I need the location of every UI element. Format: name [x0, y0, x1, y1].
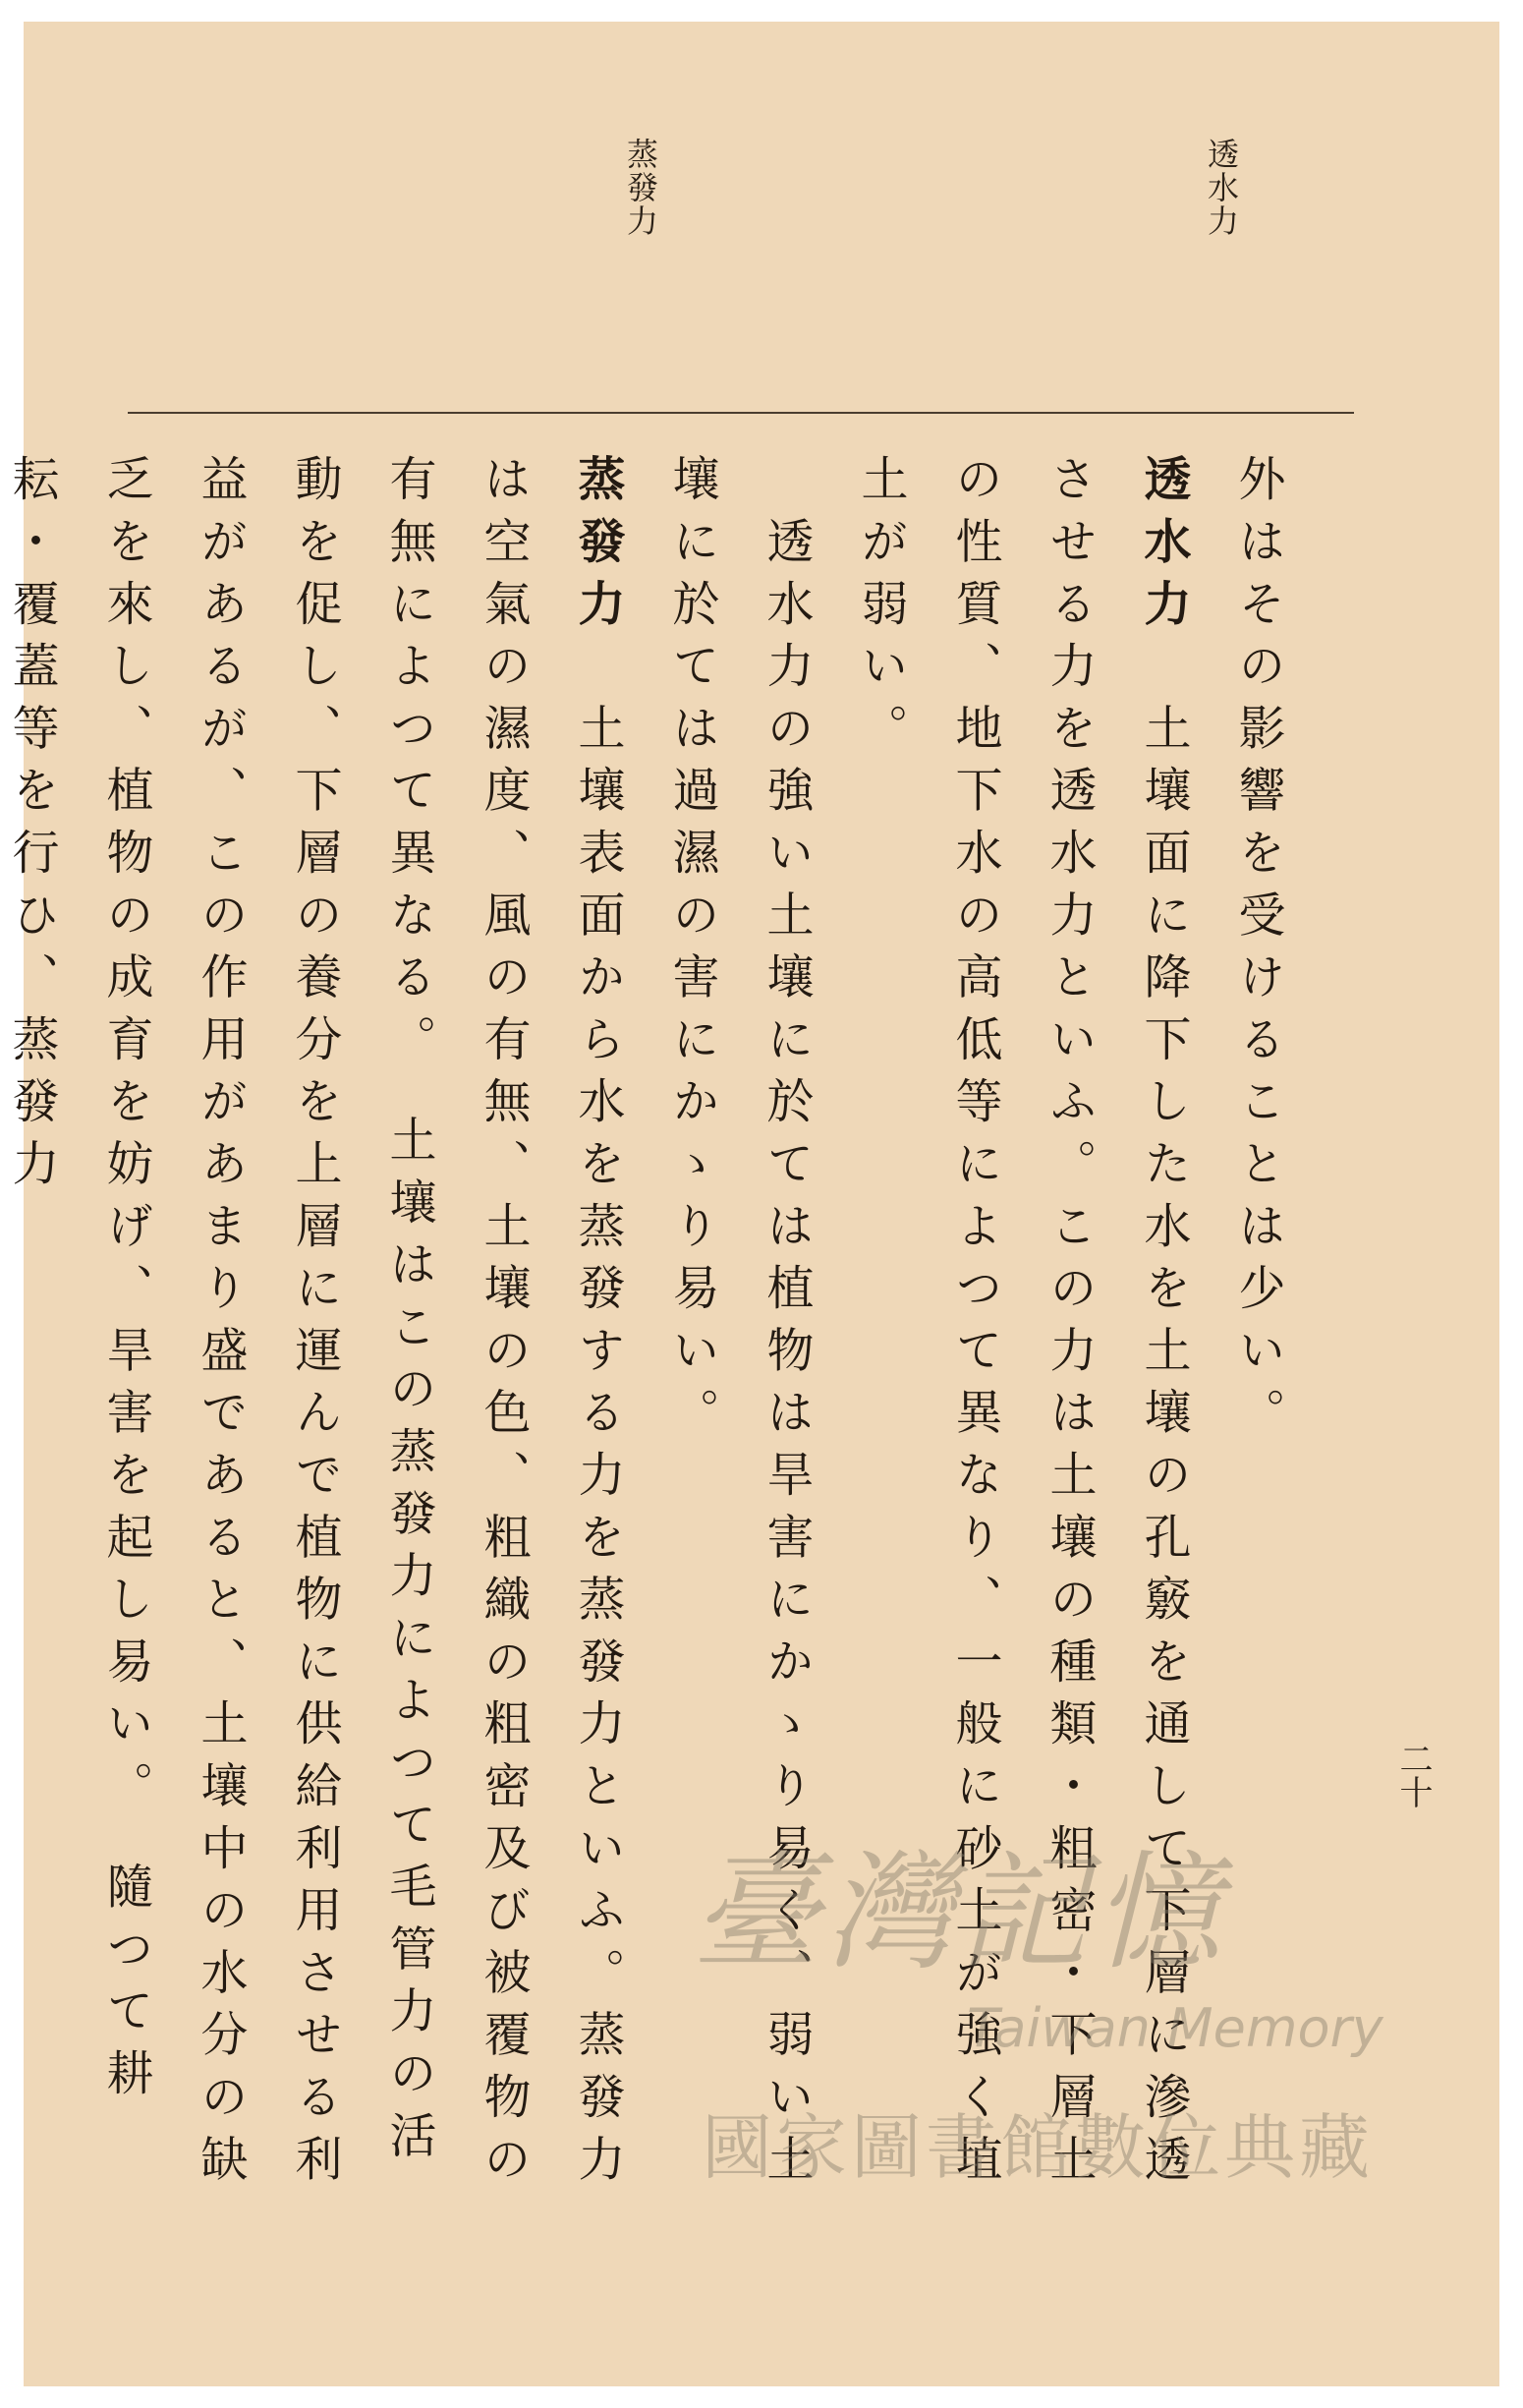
watermark-subtitle: 國家圖書館數位典藏 — [702, 2106, 1375, 2189]
section-heading-evaporation: 蒸發力 — [570, 454, 625, 641]
paragraph-text: 土壤面に降下した水を土壤の孔竅を通して下層に滲透させる力を透水力といふ。この力は土壤の種類・粗密・下層土の性質、地下水の高低等によつて異なり、一般に砂土が強く埴土が弱い。 — [853, 454, 1191, 2197]
book-page — [4, 22, 1499, 2386]
paragraph-text: 透水力の強い土壤に於ては植物は旱害にかゝり易く、弱い土壤に於ては過濕の害にかゝり易い。 — [664, 454, 814, 2197]
margin-note-evaporation: 蒸發力 — [622, 138, 659, 238]
paragraph-text: 土壤表面から水を蒸發する力を蒸發力といふ。蒸發力は空氣の濕度、風の有無、土壤の色、粗織の粗密及び被覆物の有無によつて異なる。 土壤はこの蒸發力によつて毛管力の活動を促し、下層の養分を上層に運んで植物に供給利用させる利益があるが、この作用があまり盛であると、土壤中の水分の缺乏を來し、植物の成育を妨げ、旱害を起し易い。 隨つて耕耘・覆蓋等を行ひ、蒸發力 — [4, 454, 625, 2197]
section-heading-permeability: 透水力 — [1136, 454, 1191, 641]
paragraph-text: 外はその影響を受けることは少い。 — [1230, 454, 1285, 1450]
margin-note-permeability: 透水力 — [1203, 138, 1240, 238]
watermark-logo — [672, 1810, 1448, 2223]
watermark-calligraphy: 臺灣記憶 — [692, 1838, 1227, 1987]
page-number: 二十 — [1393, 1742, 1433, 1808]
paragraph-evaporation — [0, 454, 645, 2204]
watermark-latin: Taiwan Memory — [967, 1997, 1383, 2059]
header-rule — [128, 412, 1354, 414]
